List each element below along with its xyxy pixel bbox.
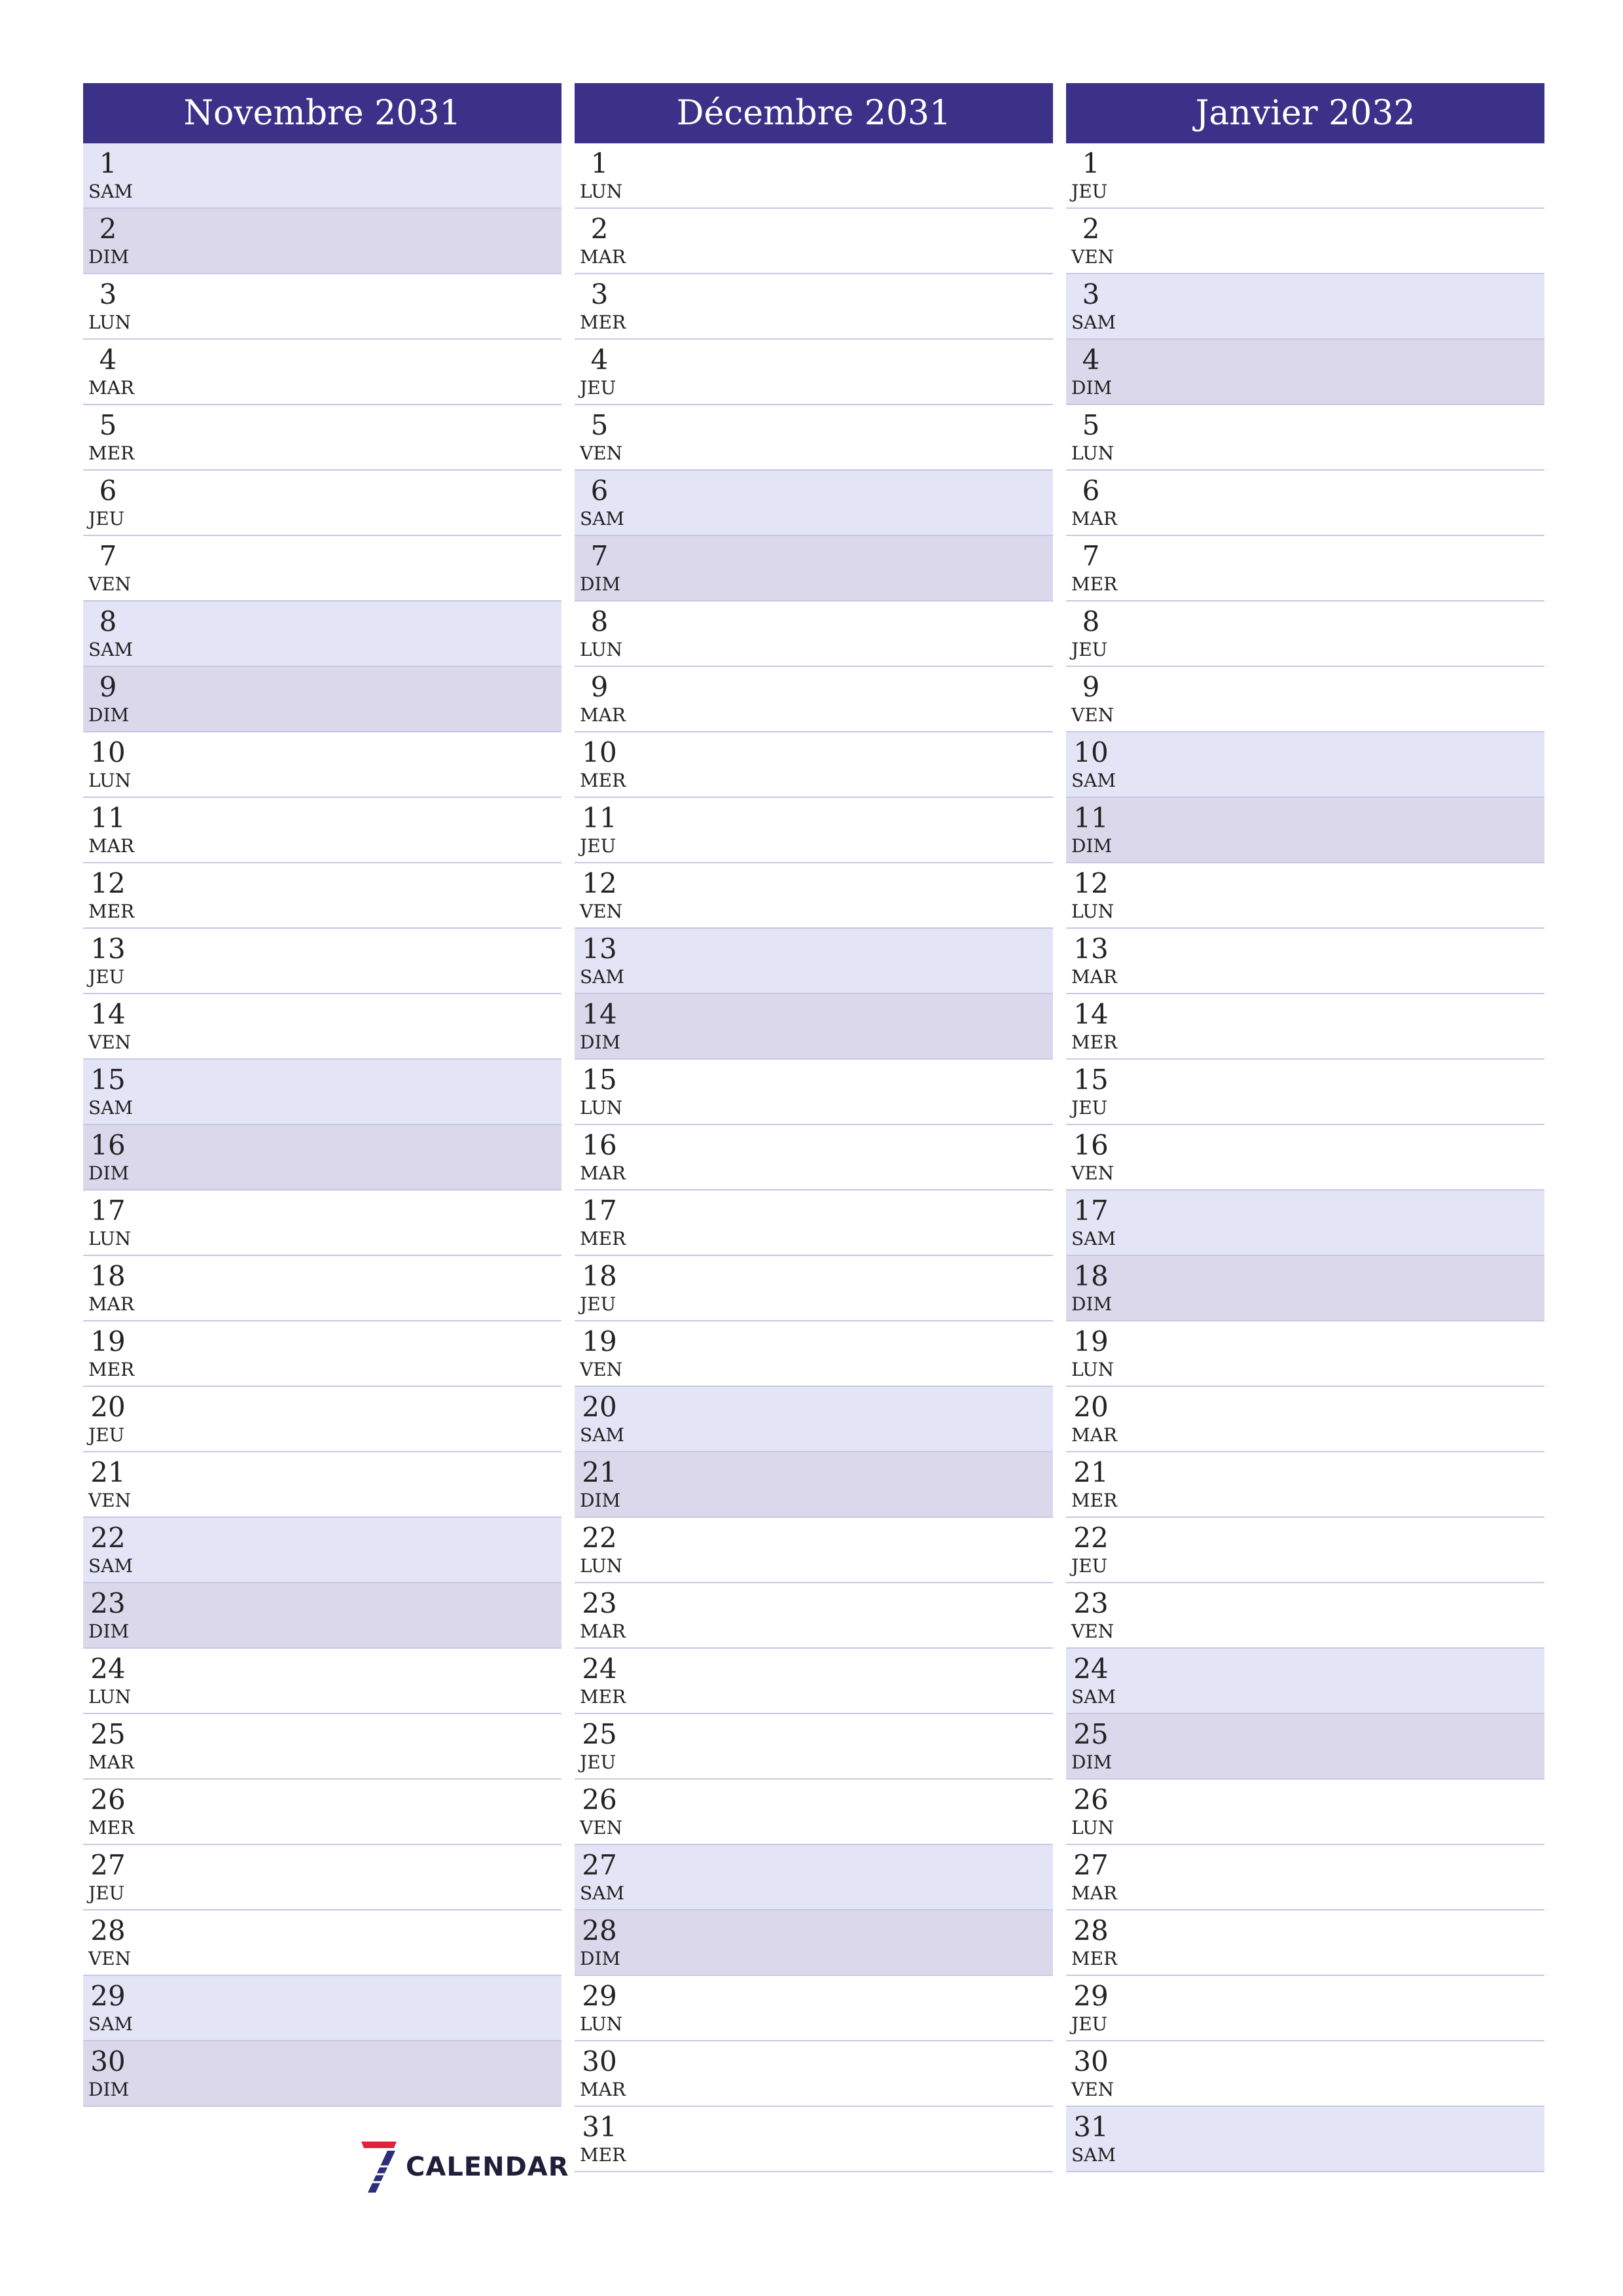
day-number: 20 xyxy=(582,1391,617,1423)
day-name: MER xyxy=(1071,573,1118,595)
day-row xyxy=(1066,1452,1544,1518)
day-name: MAR xyxy=(580,246,626,268)
day-number: 4 xyxy=(590,344,609,376)
day-name: SAM xyxy=(88,1555,134,1577)
day-row xyxy=(1066,1976,1544,2041)
day-number: 30 xyxy=(582,2045,617,2077)
day-row xyxy=(83,1191,562,1256)
day-row xyxy=(575,1125,1053,1191)
day-name: VEN xyxy=(88,1948,132,1969)
day-number: 5 xyxy=(1082,409,1100,441)
day-number: 1 xyxy=(1082,147,1100,179)
day-number: 29 xyxy=(1073,1980,1109,2012)
day-number: 12 xyxy=(90,867,126,899)
day-name: SAM xyxy=(88,1097,134,1119)
day-name: DIM xyxy=(88,704,130,726)
day-name: JEU xyxy=(88,1424,125,1446)
day-number: 19 xyxy=(582,1325,617,1357)
day-row xyxy=(575,667,1053,732)
day-number: 3 xyxy=(1082,278,1100,310)
day-name: MER xyxy=(88,442,135,464)
day-number: 6 xyxy=(1082,475,1100,507)
day-name: SAM xyxy=(580,966,625,988)
day-name: VEN xyxy=(1071,704,1115,726)
month-header: Novembre 2031 xyxy=(83,83,562,143)
day-list xyxy=(83,143,562,2107)
day-number: 21 xyxy=(90,1456,126,1488)
day-number: 2 xyxy=(590,213,609,245)
day-row xyxy=(83,1583,562,1649)
day-name: LUN xyxy=(580,2013,623,2035)
day-name: DIM xyxy=(1071,835,1113,857)
day-number: 27 xyxy=(1073,1849,1109,1881)
day-row xyxy=(1066,994,1544,1060)
day-number: 24 xyxy=(1073,1653,1109,1685)
day-row xyxy=(1066,1387,1544,1452)
day-number: 18 xyxy=(90,1260,126,1292)
day-number: 23 xyxy=(1073,1587,1109,1619)
day-row xyxy=(83,274,562,340)
day-number: 9 xyxy=(590,671,609,703)
day-number: 30 xyxy=(90,2045,126,2077)
day-row xyxy=(1066,863,1544,929)
day-name: MAR xyxy=(88,377,134,399)
day-number: 10 xyxy=(1073,736,1109,768)
day-row xyxy=(575,1060,1053,1125)
day-name: JEU xyxy=(88,966,125,988)
day-row xyxy=(1066,1321,1544,1387)
day-number: 11 xyxy=(1073,802,1109,834)
day-name: VEN xyxy=(88,1031,132,1053)
day-row xyxy=(575,601,1053,667)
day-name: DIM xyxy=(88,246,130,268)
day-number: 3 xyxy=(99,278,117,310)
day-name: DIM xyxy=(1071,1751,1113,1773)
day-name: SAM xyxy=(88,639,134,660)
day-row xyxy=(83,1976,562,2041)
day-row xyxy=(1066,601,1544,667)
logo-text: CALENDAR xyxy=(406,2152,569,2182)
day-number: 17 xyxy=(582,1194,617,1227)
day-row xyxy=(1066,667,1544,732)
day-name: MER xyxy=(580,1686,626,1708)
day-name: VEN xyxy=(88,1490,132,1511)
day-name: MER xyxy=(580,1228,626,1249)
day-name: LUN xyxy=(580,181,623,202)
day-number: 25 xyxy=(1073,1718,1109,1750)
day-number: 4 xyxy=(1082,344,1100,376)
day-name: VEN xyxy=(580,901,623,922)
day-number: 7 xyxy=(590,540,609,572)
day-number: 29 xyxy=(90,1980,126,2012)
day-number: 8 xyxy=(590,605,609,637)
day-number: 18 xyxy=(582,1260,617,1292)
day-name: MER xyxy=(88,1359,135,1380)
month-column-december xyxy=(575,83,1053,2172)
day-number: 21 xyxy=(1073,1456,1109,1488)
day-name: DIM xyxy=(580,1490,621,1511)
day-name: JEU xyxy=(1071,181,1108,202)
day-number: 20 xyxy=(1073,1391,1109,1423)
day-name: LUN xyxy=(88,1686,132,1708)
day-number: 6 xyxy=(99,475,117,507)
day-number: 27 xyxy=(582,1849,617,1881)
day-number: 13 xyxy=(90,933,126,965)
day-number: 11 xyxy=(90,802,126,834)
day-number: 10 xyxy=(582,736,617,768)
day-number: 30 xyxy=(1073,2045,1109,2077)
day-row xyxy=(575,1452,1053,1518)
day-number: 24 xyxy=(582,1653,617,1685)
day-row xyxy=(575,994,1053,1060)
day-row xyxy=(575,1256,1053,1321)
day-row xyxy=(1066,929,1544,994)
day-row xyxy=(83,1845,562,1910)
day-number: 9 xyxy=(99,671,117,703)
day-name: LUN xyxy=(1071,1817,1115,1839)
day-number: 9 xyxy=(1082,671,1100,703)
day-row xyxy=(575,1649,1053,1714)
day-number: 3 xyxy=(590,278,609,310)
day-number: 1 xyxy=(99,147,117,179)
day-name: MER xyxy=(1071,1948,1118,1969)
day-name: MER xyxy=(1071,1031,1118,1053)
day-number: 19 xyxy=(90,1325,126,1357)
day-number: 25 xyxy=(582,1718,617,1750)
day-row xyxy=(1066,1845,1544,1910)
day-row xyxy=(83,1387,562,1452)
day-row xyxy=(83,732,562,798)
day-name: DIM xyxy=(88,2079,130,2100)
day-row xyxy=(83,1910,562,1976)
day-number: 17 xyxy=(1073,1194,1109,1227)
day-name: VEN xyxy=(1071,2079,1115,2100)
day-name: MAR xyxy=(580,2079,626,2100)
day-number: 27 xyxy=(90,1849,126,1881)
day-number: 7 xyxy=(99,540,117,572)
day-row xyxy=(575,1780,1053,1845)
day-row xyxy=(575,2041,1053,2107)
day-row xyxy=(1066,536,1544,601)
day-number: 22 xyxy=(1073,1522,1109,1554)
day-row xyxy=(575,1387,1053,1452)
day-row xyxy=(83,209,562,274)
day-name: SAM xyxy=(580,1424,625,1446)
day-name: JEU xyxy=(580,835,616,857)
day-name: SAM xyxy=(1071,1686,1116,1708)
day-row xyxy=(83,2041,562,2107)
day-name: LUN xyxy=(1071,901,1115,922)
day-row xyxy=(83,667,562,732)
day-row xyxy=(1066,209,1544,274)
day-number: 8 xyxy=(99,605,117,637)
day-row xyxy=(575,1583,1053,1649)
day-row xyxy=(83,863,562,929)
day-name: MAR xyxy=(1071,508,1117,529)
day-row xyxy=(1066,274,1544,340)
day-row xyxy=(83,143,562,209)
month-header: Janvier 2032 xyxy=(1066,83,1544,143)
day-name: DIM xyxy=(580,573,621,595)
day-number: 15 xyxy=(90,1064,126,1096)
day-number: 31 xyxy=(582,2111,617,2143)
day-name: LUN xyxy=(580,1555,623,1577)
day-row xyxy=(1066,1583,1544,1649)
day-name: DIM xyxy=(1071,377,1113,399)
day-name: DIM xyxy=(88,1621,130,1642)
day-number: 21 xyxy=(582,1456,617,1488)
day-row xyxy=(83,1060,562,1125)
day-number: 11 xyxy=(582,802,617,834)
day-row xyxy=(83,994,562,1060)
day-name: MAR xyxy=(1071,1882,1117,1904)
day-number: 12 xyxy=(582,867,617,899)
day-name: VEN xyxy=(580,442,623,464)
day-name: MER xyxy=(580,2144,626,2166)
day-number: 23 xyxy=(90,1587,126,1619)
day-row xyxy=(1066,2041,1544,2107)
day-name: LUN xyxy=(88,770,132,791)
day-number: 20 xyxy=(90,1391,126,1423)
day-row xyxy=(1066,1649,1544,1714)
day-row xyxy=(575,274,1053,340)
day-row xyxy=(1066,143,1544,209)
day-name: LUN xyxy=(1071,442,1115,464)
day-row xyxy=(1066,1060,1544,1125)
day-number: 22 xyxy=(582,1522,617,1554)
day-number: 23 xyxy=(582,1587,617,1619)
day-number: 16 xyxy=(1073,1129,1109,1161)
day-row xyxy=(83,471,562,536)
day-number: 7 xyxy=(1082,540,1100,572)
day-number: 25 xyxy=(90,1718,126,1750)
day-row xyxy=(575,143,1053,209)
day-name: SAM xyxy=(580,508,625,529)
day-name: MAR xyxy=(580,704,626,726)
day-row xyxy=(83,405,562,471)
day-number: 2 xyxy=(99,213,117,245)
day-name: VEN xyxy=(580,1359,623,1380)
day-number: 29 xyxy=(582,1980,617,2012)
day-name: JEU xyxy=(1071,2013,1108,2035)
day-row xyxy=(1066,798,1544,863)
day-name: SAM xyxy=(1071,1228,1116,1249)
day-name: MAR xyxy=(580,1162,626,1184)
day-row xyxy=(1066,1910,1544,1976)
day-row xyxy=(1066,471,1544,536)
day-row xyxy=(83,798,562,863)
day-name: LUN xyxy=(88,312,132,333)
day-number: 19 xyxy=(1073,1325,1109,1357)
day-name: SAM xyxy=(580,1882,625,1904)
day-name: SAM xyxy=(1071,2144,1116,2166)
month-column-january xyxy=(1066,83,1544,2172)
day-row xyxy=(575,209,1053,274)
day-number: 13 xyxy=(1073,933,1109,965)
day-name: VEN xyxy=(580,1817,623,1839)
day-name: DIM xyxy=(88,1162,130,1184)
day-name: JEU xyxy=(580,1751,616,1773)
day-number: 4 xyxy=(99,344,117,376)
day-row xyxy=(1066,1256,1544,1321)
day-name: MER xyxy=(1071,1490,1118,1511)
day-number: 13 xyxy=(582,933,617,965)
day-number: 15 xyxy=(1073,1064,1109,1096)
calendar-logo xyxy=(359,2140,569,2194)
day-row xyxy=(83,929,562,994)
day-number: 14 xyxy=(90,998,126,1030)
day-row xyxy=(575,536,1053,601)
day-name: JEU xyxy=(580,377,616,399)
day-number: 2 xyxy=(1082,213,1100,245)
day-row xyxy=(575,1321,1053,1387)
day-row xyxy=(83,1518,562,1583)
day-name: VEN xyxy=(88,573,132,595)
day-number: 10 xyxy=(90,736,126,768)
day-row xyxy=(575,1976,1053,2041)
day-list xyxy=(575,143,1053,2172)
day-number: 28 xyxy=(1073,1914,1109,1946)
day-row xyxy=(83,1780,562,1845)
day-row xyxy=(575,340,1053,405)
day-number: 26 xyxy=(582,1784,617,1816)
day-row xyxy=(1066,1518,1544,1583)
day-name: MAR xyxy=(1071,966,1117,988)
day-number: 18 xyxy=(1073,1260,1109,1292)
day-row xyxy=(575,2107,1053,2172)
day-row xyxy=(83,601,562,667)
day-row xyxy=(575,1191,1053,1256)
day-name: JEU xyxy=(1071,1555,1108,1577)
day-number: 12 xyxy=(1073,867,1109,899)
day-name: SAM xyxy=(88,181,134,202)
day-row xyxy=(575,405,1053,471)
day-number: 24 xyxy=(90,1653,126,1685)
day-row xyxy=(1066,340,1544,405)
day-row xyxy=(575,863,1053,929)
day-row xyxy=(575,1910,1053,1976)
month-column-november xyxy=(83,83,562,2172)
day-name: MER xyxy=(580,312,626,333)
day-row xyxy=(575,1714,1053,1780)
day-number: 8 xyxy=(1082,605,1100,637)
day-row xyxy=(83,1256,562,1321)
day-name: DIM xyxy=(580,1948,621,1969)
day-number: 1 xyxy=(590,147,609,179)
day-name: MAR xyxy=(88,835,134,857)
day-name: LUN xyxy=(580,1097,623,1119)
day-name: LUN xyxy=(1071,1359,1115,1380)
day-number: 16 xyxy=(582,1129,617,1161)
day-name: SAM xyxy=(1071,770,1116,791)
day-name: DIM xyxy=(580,1031,621,1053)
day-name: VEN xyxy=(1071,1162,1115,1184)
day-number: 16 xyxy=(90,1129,126,1161)
day-row xyxy=(83,536,562,601)
day-name: VEN xyxy=(1071,246,1115,268)
day-row xyxy=(83,1125,562,1191)
day-name: MER xyxy=(88,1817,135,1839)
day-number: 5 xyxy=(590,409,609,441)
day-row xyxy=(83,1452,562,1518)
day-name: DIM xyxy=(1071,1293,1113,1315)
day-number: 5 xyxy=(99,409,117,441)
day-row xyxy=(83,1714,562,1780)
day-name: JEU xyxy=(88,508,125,529)
day-name: LUN xyxy=(88,1228,132,1249)
day-row xyxy=(575,929,1053,994)
day-name: VEN xyxy=(1071,1621,1115,1642)
day-row xyxy=(575,1518,1053,1583)
day-number: 26 xyxy=(1073,1784,1109,1816)
day-number: 15 xyxy=(582,1064,617,1096)
day-name: MAR xyxy=(1071,1424,1117,1446)
day-row xyxy=(83,1649,562,1714)
day-name: JEU xyxy=(580,1293,616,1315)
day-row xyxy=(1066,1714,1544,1780)
seven-logo-icon xyxy=(359,2140,398,2194)
day-number: 22 xyxy=(90,1522,126,1554)
day-name: JEU xyxy=(88,1882,125,1904)
day-row xyxy=(1066,732,1544,798)
day-row xyxy=(575,798,1053,863)
calendar-columns xyxy=(83,83,1544,2172)
day-row xyxy=(575,471,1053,536)
day-name: JEU xyxy=(1071,1097,1108,1119)
day-row xyxy=(1066,1780,1544,1845)
day-name: SAM xyxy=(1071,312,1116,333)
day-row xyxy=(575,732,1053,798)
day-name: LUN xyxy=(580,639,623,660)
day-name: MAR xyxy=(88,1751,134,1773)
day-name: MER xyxy=(580,770,626,791)
day-number: 6 xyxy=(590,475,609,507)
day-name: JEU xyxy=(1071,639,1108,660)
day-number: 26 xyxy=(90,1784,126,1816)
day-number: 17 xyxy=(90,1194,126,1227)
day-row xyxy=(83,340,562,405)
day-name: SAM xyxy=(88,2013,134,2035)
day-row xyxy=(1066,1191,1544,1256)
day-number: 28 xyxy=(582,1914,617,1946)
day-list xyxy=(1066,143,1544,2172)
day-row xyxy=(575,1845,1053,1910)
day-name: MER xyxy=(88,901,135,922)
day-row xyxy=(1066,405,1544,471)
day-name: MAR xyxy=(580,1621,626,1642)
day-row xyxy=(1066,2107,1544,2172)
day-row xyxy=(1066,1125,1544,1191)
day-number: 14 xyxy=(1073,998,1109,1030)
day-row xyxy=(83,1321,562,1387)
month-header: Décembre 2031 xyxy=(575,83,1053,143)
day-number: 14 xyxy=(582,998,617,1030)
day-number: 31 xyxy=(1073,2111,1109,2143)
day-name: MAR xyxy=(88,1293,134,1315)
day-number: 28 xyxy=(90,1914,126,1946)
